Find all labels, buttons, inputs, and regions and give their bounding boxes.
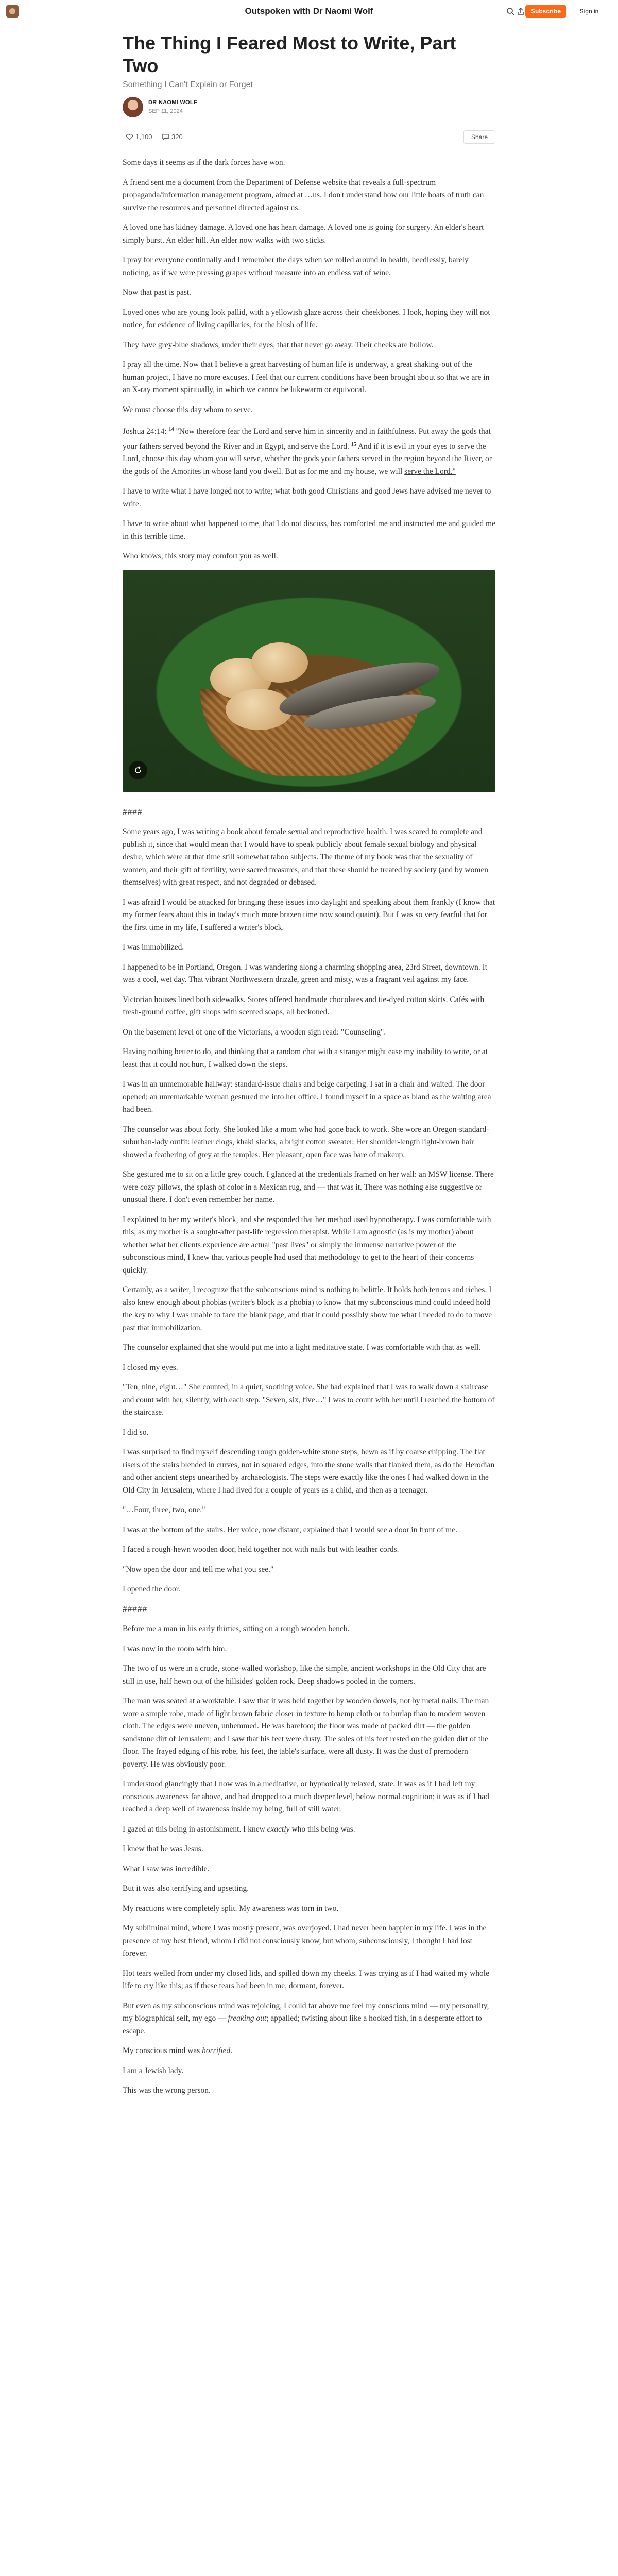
paragraph: I pray for everyone continually and I remember the days when we rolled around in health, heedlessly, barely noticing, as if we were pressing grapes without measure into an endless vat of wine.: [123, 256, 469, 277]
paragraph: I was surprised to find myself descending rough golden-white stone steps, hewn as if by coarse chipping. The flat risers of the stairs blended in curves, not in squared edges, into the stone walls that flanked them, as do the Herodian and other ancient steps unearthed by archaeologists. The steps were exactly like the ones I had walked down in the Old City in Jerusalem, where I had lived for a couple of years as a child, and then as a teenager.: [123, 1448, 495, 1495]
paragraph: My reactions were completely split. My awareness was torn in two.: [123, 1904, 339, 1913]
paragraph: Who knows; this story may comfort you as well.: [123, 552, 278, 561]
scripture-reference: Joshua 24:14:: [123, 427, 169, 436]
paragraph: [123, 2000, 495, 2038]
bread-loaf: [251, 642, 308, 683]
sign-in-link[interactable]: Sign in: [579, 8, 599, 15]
paragraph: What I saw was incredible.: [123, 1864, 210, 1873]
paragraph: I was afraid I would be attacked for bringing these issues into daylight and speaking about them frankly (I know that my former fears about this in today's much more brazen time now sound quaint). But I was so very fearful that for the first time in my life, I suffered a writer's block.: [123, 897, 495, 932]
paragraph: "…Four, three, two, one.": [123, 1505, 205, 1515]
paragraph: Now that past is past.: [123, 288, 192, 297]
paragraph: Having nothing better to do, and thinking that a random chat with a stranger might ease my inability to write, or at least that it could not hurt, I walked down the steps.: [123, 1047, 488, 1069]
paragraph: I pray all the time. Now that I believe a great harvesting of human life is underway, a great shaking-out of the human project, I have no more excuses. I feel that our current conditions have been brought about so that we are in an X-ray moment spiritually, in which we cannot be lukewarm or equivocal.: [123, 360, 490, 394]
subscribe-button[interactable]: Subscribe: [525, 5, 566, 18]
paragraph: I faced a rough-hewn wooden door, held together not with nails but with leather cords.: [123, 1545, 399, 1554]
author-avatar[interactable]: [123, 97, 143, 117]
paragraph: I was immobilized.: [123, 943, 184, 952]
paragraph: [123, 1823, 495, 1836]
paragraph: Victorian houses lined both sidewalks. Stores offered handmade chocolates and tie-dyed cotton skirts. Cafés with fresh-ground coffee, gift shops with scented soaps, all beckoned.: [123, 995, 485, 1017]
section-separator: #####: [123, 1604, 148, 1614]
scripture-quote: [123, 423, 495, 478]
publication-title[interactable]: Outspoken with Dr Naomi Wolf: [245, 6, 373, 16]
paragraph: My subliminal mind, where I was mostly present, was overjoyed. I had never been happier in my life. I was in the presence of my best friend, whom I did not consciously know, but whom, subconsciously, I thought I had lost forever.: [123, 1924, 487, 1958]
section-separator: ####: [123, 807, 143, 817]
scripture-link[interactable]: serve the Lord.": [404, 467, 456, 476]
paragraph: I opened the door.: [123, 1585, 180, 1594]
post-title: The Thing I Feared Most to Write, Part Two: [123, 32, 456, 76]
paragraph: Some days it seems as if the dark forces have won.: [123, 158, 285, 167]
paragraph: Hot tears welled from under my closed lids, and spilled down my cheeks. I was crying as if I had waited my whole life to cry like this; as if these tears had been in me, dormant, forever.: [123, 1969, 489, 1991]
paragraph: We must choose this day whom to serve.: [123, 405, 253, 414]
comment-icon: [162, 133, 169, 141]
post-article: [123, 32, 495, 2105]
top-navigation-bar: [0, 0, 618, 23]
emphasis: exactly: [267, 1824, 290, 1834]
emphasis: horrified: [202, 2046, 231, 2056]
heart-icon: [126, 133, 133, 141]
text-run: ; appalled; twisting about like a hooked fish, in a desperate effort to escape.: [123, 2014, 482, 2036]
paragraph: "Now open the door and tell me what you see.": [123, 1565, 274, 1574]
paragraph: The two of us were in a crude, stone-walled workshop, like the simple, ancient workshops in the Old City that are still in use, half hewn out of the hillsides' golden rock. Deep shadows pooled in the corners.: [123, 1664, 486, 1686]
paragraph: I was at the bottom of the stairs. Her voice, now distant, explained that I would see a door in front of me.: [123, 1525, 457, 1534]
emphasis: freaking out: [228, 2014, 267, 2023]
paragraph: I knew that he was Jesus.: [123, 1844, 203, 1854]
paragraph: Loved ones who are young look pallid, with a yellowish glaze across their cheekbones. I look, hoping they will not notice, for evidence of living capillaries, for the blush of life.: [123, 308, 490, 329]
paragraph: I understood glancingly that I now was in a meditative, or hypnotically relaxed, state. It was as if I had left my conscious awareness far above, and had dropped to a much deeper level, below normal cognition; it was as if I had reached a deep well of awareness inside my being, full of still water.: [123, 1780, 489, 1814]
paragraph: I did so.: [123, 1428, 149, 1437]
paragraph: She gestured me to sit on a little grey couch. I glanced at the credentials framed on her wall: an MSW license. There were cozy pillows, the splash of color in a Mexican rug, and — that was it. There was nothing else suggestive or unusual there. I don't even remember her name.: [123, 1170, 494, 1205]
paragraph: [123, 2045, 495, 2058]
text-run: My conscious mind was: [123, 2046, 202, 2056]
comments-button[interactable]: [162, 133, 183, 141]
paragraph: The counselor was about forty. She looked like a mom who had gone back to work. She wore an Oregon-standard-suburban-lady outfit: leather clogs, khaki slacks, a bright cotton sweater. Her shoulder-length light-brown hair showed a feathering of grey at the temples. Her pleasant, open face was bare of makeup.: [123, 1125, 489, 1159]
paragraph: I am a Jewish lady.: [123, 2066, 184, 2075]
paragraph: "Ten, nine, eight…" She counted, in a quiet, soothing voice. She had explained that I was to walk down a staircase and count with her, silently, with each step. "Seven, six, five…" I was to count with her until I reached the bottom of the staircase.: [123, 1383, 495, 1417]
like-count: 1,100: [135, 133, 152, 141]
verse-number: 14: [168, 427, 174, 432]
paragraph: A loved one has kidney damage. A loved one has heart damage. A loved one is going for surgery. An elder's heart simply burst. An elder hill. An elder now walks with two sticks.: [123, 223, 484, 245]
paragraph: The man was seated at a worktable. I saw that it was held together by wooden dowels, not by metal nails. The man wore a simple robe, made of light brown fabric closer in texture to hemp cloth or to burlap than to modern woven cloth. The edges were uneven, unhemmed. He was barefoot; the floor was made of packed dirt — the golden sandstone dirt of Jerusalem; and I saw that his feet were dusty. The soles of his feet rested on the golden dirt of the floor. The frayed edging of his robe, his feet, the table's surface, were all dusty. It was the dust of premodern poverty. He was obviously poor.: [123, 1697, 489, 1769]
paragraph: But it was also terrifying and upsetting.: [123, 1884, 249, 1893]
post-body: [123, 157, 495, 2097]
paragraph: I have to write about what happened to me, that I do not discuss, has comforted me and instructed me and guided me in this terrible time.: [123, 519, 495, 541]
paragraph: I was in an unmemorable hallway: standard-issue chairs and beige carpeting. I sat in a chair and waited. The door opened; an unremarkable woman gestured me into her office. I found myself in a space as bland as the waiting area had been.: [123, 1080, 491, 1114]
text-run: I gazed at this being in astonishment. I knew: [123, 1824, 267, 1834]
text-run: But even as my subconscious mind was rejoicing, I could far above me feel my conscious mind — my personality, my biographical self, my ego —: [123, 2001, 489, 2023]
comment-count: 320: [171, 133, 183, 141]
verse-text: And if it is evil in your eyes to serve the Lord, choose this day whom you will serve, whether the gods your fathers served in the region beyond the River, or the gods of the Amorites in whose land you dwell. But as for me and my house, we will: [123, 442, 492, 476]
post-date: SEP 11, 2024: [148, 108, 183, 114]
post-action-bar: [123, 127, 495, 147]
text-run: .: [230, 2046, 233, 2056]
author-name[interactable]: DR NAOMI WOLF: [148, 99, 197, 106]
post-subtitle: Something I Can't Explain or Forget: [123, 80, 253, 89]
expand-image-button[interactable]: [129, 761, 147, 779]
paragraph: A friend sent me a document from the Department of Defense website that reveals a full-spectrum propaganda/information management program, aimed at …us. I don't understand how our little boats of truth can survive the resources and personnel directed against us.: [123, 178, 484, 212]
byline: [123, 97, 495, 117]
post-image-bread-and-fish[interactable]: [123, 570, 495, 792]
paragraph: Before me a man in his early thirties, sitting on a rough wooden bench.: [123, 1624, 350, 1634]
share-button[interactable]: Share: [464, 130, 495, 144]
paragraph: They have grey-blue shadows, under their eyes, that that never go away. Their cheeks are hollow.: [123, 340, 434, 349]
paragraph: This was the wrong person.: [123, 2086, 211, 2095]
paragraph: I happened to be in Portland, Oregon. I was wandering along a charming shopping area, 23rd Street, downtown. It was a cool, wet day. That vibrant Northwestern drizzle, green and misty, was a fragrant veil against my face.: [123, 962, 488, 985]
search-icon[interactable]: [506, 7, 514, 15]
paragraph: Certainly, as a writer, I recognize that the subconscious mind is nothing to belittle. It holds both terrors and riches. I also knew enough about phobias (writer's block is a phobia) to know that my subconscious mind could indeed hold the key to why I was unable to face the blank page, and that it could possibly show me what I needed to do to move past that immobilization.: [123, 1285, 492, 1332]
verse-number: 15: [351, 441, 356, 447]
paragraph: I closed my eyes.: [123, 1363, 178, 1372]
refresh-icon: [133, 766, 143, 775]
paragraph: I have to write what I have longed not to write; what both good Christians and good Jews have advised me never to write.: [123, 487, 491, 509]
paragraph: On the basement level of one of the Victorians, a wooden sign read: "Counseling".: [123, 1027, 386, 1037]
verse-text: "Now therefore fear the Lord and serve him in sincerity and in faithfulness. Put away the gods that your fathers served beyond the River and in Egypt, and serve the Lord.: [123, 427, 491, 451]
paragraph: Some years ago, I was writing a book about female sexual and reproductive health. I was scared to complete and publish it, since that would mean that I would have to speak publicly about female sexual biology and physical desire, which were at that time still somewhat taboo subjects. The theme of my book was that the sexuality of women, and their gift of fertility, were sacred treasures, and that these should be treated by society (and by women themselves) with great respect, and not degraded or debased.: [123, 827, 489, 887]
paragraph: I was now in the room with him.: [123, 1644, 227, 1653]
text-run: who this being was.: [289, 1824, 355, 1834]
paragraph: I explained to her my writer's block, and she responded that her method used hypnotherapy. I was comfortable with this, as my mother is a sought-after past-life regression therapist. While I am agnostic (as is my mother) about whether what her clients experience are actual "past lives" or simply the immense narrative power of the subconscious mind, I knew that various people had used that methodology to get to the heart of their concerns quickly.: [123, 1215, 491, 1275]
share-icon[interactable]: [517, 7, 525, 15]
paragraph: The counselor explained that she would put me into a light meditative state. I was comfortable with that as well.: [123, 1343, 481, 1352]
like-button[interactable]: [126, 133, 152, 141]
